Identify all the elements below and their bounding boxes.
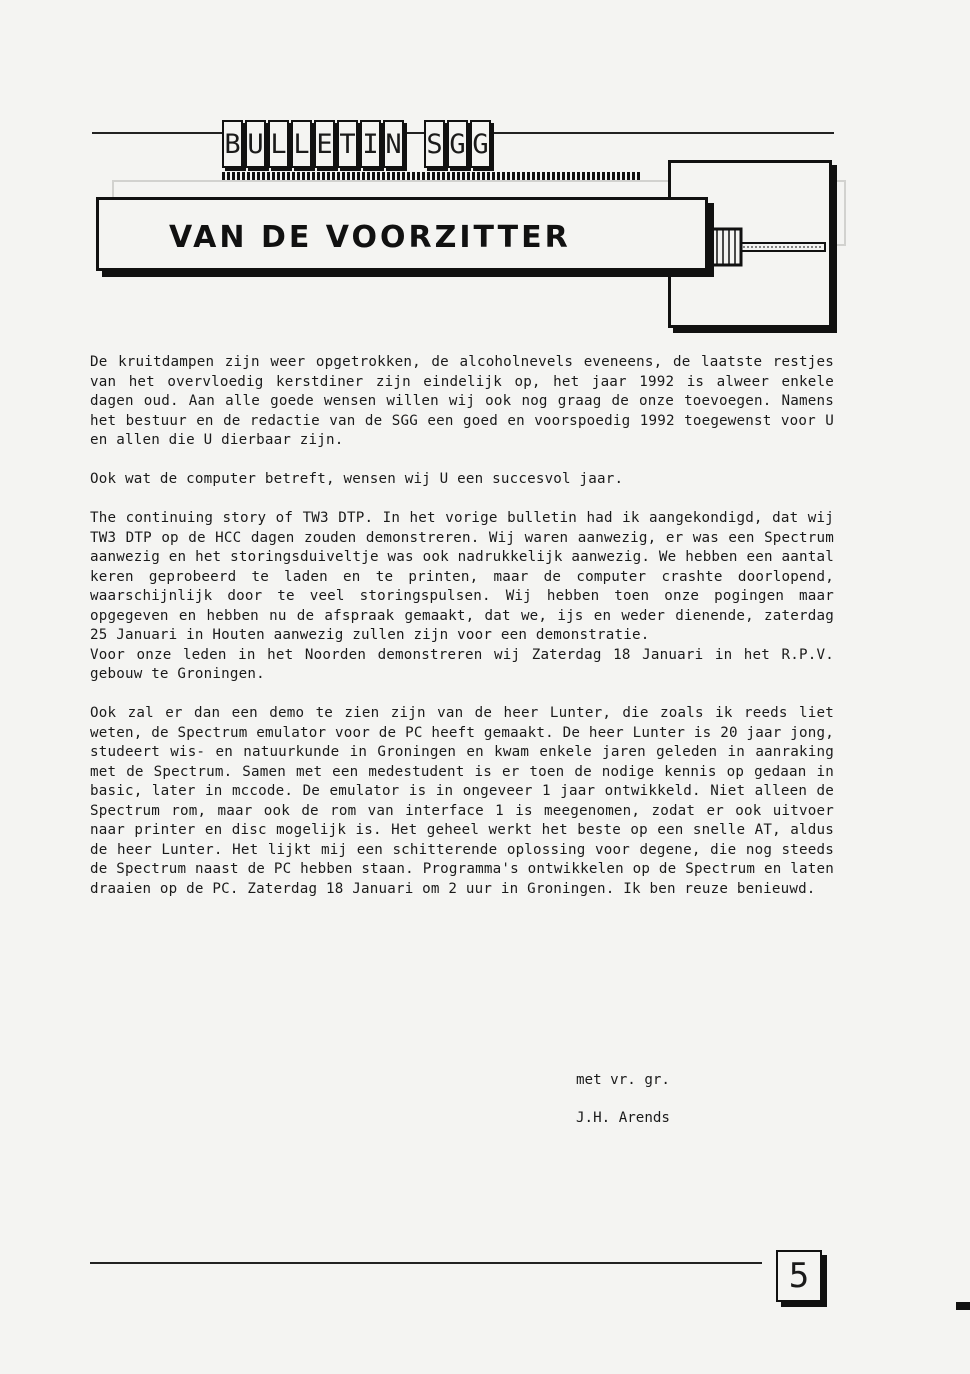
paragraph-tw3-dtp: The continuing story of TW3 DTP. In het vorige bulletin had ik aangekondigd, dat wij TW3 DTP op de HCC dagen zouden demonstreren. Wij waren aanwezig, er was een Spectrum aanwezig en het storingsduiveltje was ook nadrukkelijk aanwezig. We hebben een aantal keren geprobeerd te laden en te printen, maar de computer crashte doorlopend, waarschijnlijk door te veel storingspulsen. Wij hebben toen onze pogingen maar opgegeven en hebben nu de afspraak gemaakt, dat we, ijs en weder dienende, zaterdag 25 Januari in Houten aanwezig zullen zijn voor een demonstratie. (90, 510, 834, 643)
masthead-letter: E (314, 120, 335, 168)
article-body (90, 353, 834, 919)
paragraph-new-year: De kruitdampen zijn weer opgetrokken, de alcoholnevels eveneens, de laatste restjes van het overvloedig kerstdiner zijn eindelijk op, het jaar 1992 is alweer enkele dagen oud. Aan alle goede wensen willen wij ook nog graag de onze toevoegen. Namens het bestuur en de redactie van de SGG een goed en voorspoedig 1992 toegewenst voor U en allen die U dierbaar zijn. (90, 354, 834, 448)
masthead-letter: L (291, 120, 312, 168)
paragraph-computer-wishes: Ook wat de computer betreft, wensen wij U een succesvol jaar. (90, 471, 624, 487)
masthead-letter: G (470, 120, 491, 168)
masthead-letter: B (222, 120, 243, 168)
masthead-letter: L (268, 120, 289, 168)
title-banner (96, 197, 708, 271)
masthead-bulletin-sgg (222, 120, 491, 168)
gavel-icon (709, 227, 829, 267)
masthead-letter: G (447, 120, 468, 168)
masthead-space (406, 120, 422, 168)
edge-mark (956, 1302, 970, 1310)
masthead-underline-pattern (222, 172, 642, 180)
masthead-letter: I (360, 120, 381, 168)
masthead-letter: T (337, 120, 358, 168)
paragraph-emulator: Ook zal er dan een demo te zien zijn van de heer Lunter, die zoals ik reeds liet weten, de Spectrum emulator voor de PC heeft gemaakt. De heer Lunter is 20 jaar jong, studeert wis- en natuurkunde in Groningen en kwam enkele jaren geleden in aanraking met de Spectrum. Samen met een medestudent is er toen de nodige kennis op gedaan in basic, later in mccode. De emulator is in ongeveer 1 jaar ontwikkeld. Niet alleen de Spectrum rom, maar ook de rom van interface 1 is meegenomen, zodat er ook uitvoer naar printer en disc mogelijk is. Het geheel werkt het beste op een snelle AT, aldus de heer Lunter. Het lijkt mij een schitterende oplossing voor degene, die nog steeds de Spectrum naast de PC hebben staan. Programma's ontwikkelen op de Spectrum en laten draaien op de PC. Zaterdag 18 Januari om 2 uur in Groningen. Ik ben reuze benieuwd. (90, 705, 834, 897)
paragraph-groningen-demo: Voor onze leden in het Noorden demonstreren wij Zaterdag 18 Januari in het R.P.V. gebouw te Groningen. (90, 646, 834, 682)
masthead-letter: N (383, 120, 404, 168)
masthead-letter: S (424, 120, 445, 168)
footer-rule (90, 1262, 762, 1264)
page-title: VAN DE VOORZITTER (169, 220, 571, 255)
closing-greeting: met vr. gr. (576, 1072, 670, 1088)
page-number: 5 (776, 1250, 822, 1302)
masthead-letter: U (245, 120, 266, 168)
author-signature: J.H. Arends (576, 1110, 670, 1126)
